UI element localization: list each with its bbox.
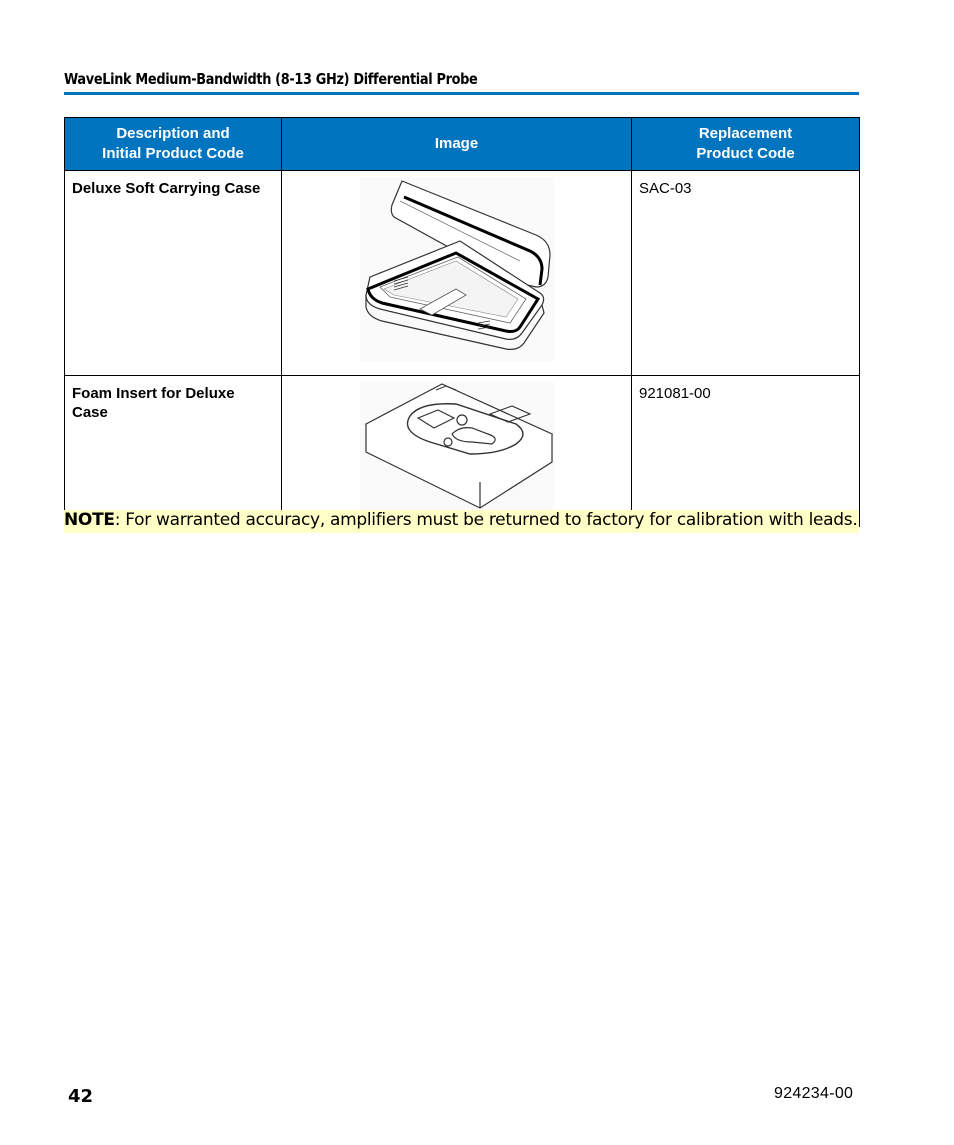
row-image-cell [282, 376, 632, 527]
carrying-case-drawing [360, 177, 554, 361]
table-header-row [65, 118, 860, 171]
header-rule [64, 92, 859, 95]
table-row [65, 376, 860, 527]
row-description: Deluxe Soft Carrying Case [65, 171, 282, 376]
row-description: Foam Insert for Deluxe Case [65, 376, 282, 527]
row-image-cell [282, 171, 632, 376]
page-header-title: WaveLink Medium-Bandwidth (8-13 GHz) Differential Probe [64, 70, 478, 88]
note-text: : For warranted accuracy, amplifiers must be returned to factory for calibration with leads. [114, 510, 858, 530]
foam-insert-drawing [360, 382, 554, 510]
row-replacement-code: 921081-00 [632, 376, 860, 527]
page-number: 42 [68, 1086, 94, 1107]
accessories-table [64, 117, 860, 527]
column-header-image: Image [282, 118, 632, 171]
column-header-description: Description and Initial Product Code [65, 118, 282, 171]
row-replacement-code: SAC-03 [632, 171, 860, 376]
note-banner [64, 510, 859, 533]
note-label: NOTE [64, 510, 115, 530]
document-number: 924234-00 [774, 1085, 854, 1102]
column-header-replacement-code: Replacement Product Code [632, 118, 860, 171]
table-row [65, 171, 860, 376]
